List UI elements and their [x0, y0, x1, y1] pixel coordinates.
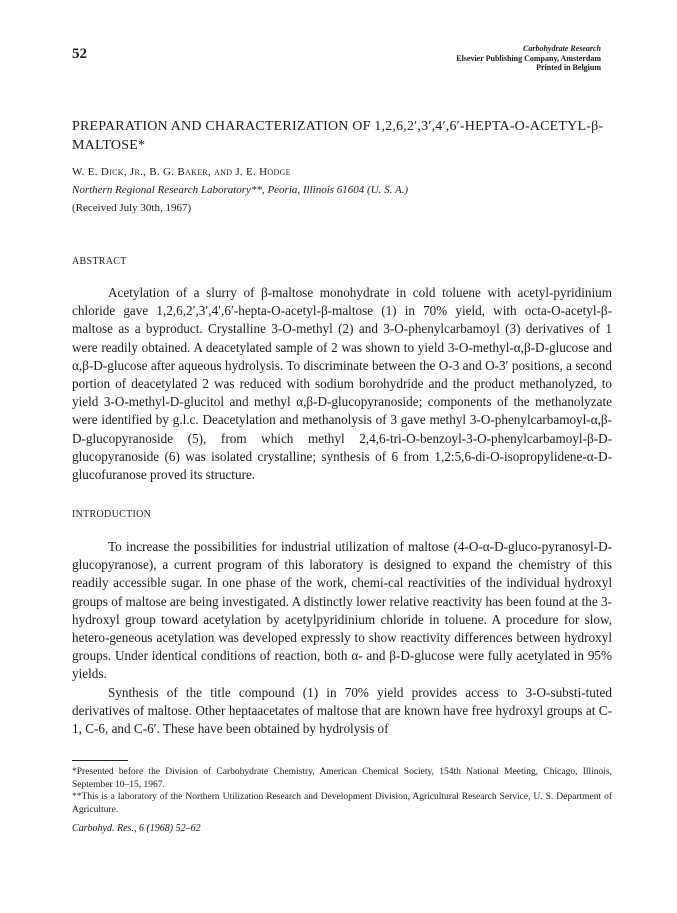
introduction-heading: INTRODUCTION — [72, 509, 152, 520]
publisher-name: Elsevier Publishing Company, Amsterdam — [456, 53, 601, 63]
introduction-paragraph-1: To increase the possibilities for industrial utilization of maltose (4-O-α-D-gluco-pyranosyl-D-glucopyranose), a current program of this laboratory is designed to expand the chemistry of this readily accessible sugar. In one phase of the work, chemi-cal reactivities of the individual hydroxyl groups of maltose are being investigated. A distinctly lower relative reactivity has been found at the 3-hydroxyl group toward acetylation by acetylpyridinium chloride in toluene. A procedure for slow, hetero-geneous acetylation was developed expressly to show reactivity differences between hydroxyl groups. Under identical conditions of reaction, both α- and β-D-glucose were fully acetylated in 95% yields. — [72, 539, 612, 682]
printed-location: Printed in Belgium — [536, 63, 601, 72]
article-title: PREPARATION AND CHARACTERIZATION OF 1,2,6,2′,3′,4′,6′-HEPTA-O-ACETYL-β-MALTOSE* — [72, 119, 604, 153]
journal-name: Carbohydrate Research — [523, 44, 601, 53]
author-affiliation: Northern Regional Research Laboratory**, Peoria, Illinois 61604 (U. S. A.) — [72, 184, 409, 196]
abstract-body — [72, 284, 612, 484]
received-date: (Received July 30th, 1967) — [72, 202, 192, 214]
footnotes — [72, 766, 612, 816]
footnote-1: *Presented before the Division of Carbohydrate Chemistry, American Chemical Society, 154th National Meeting, Chicago, Illinois, September 10–15, 1967. — [72, 767, 612, 790]
abstract-heading: ABSTRACT — [72, 256, 127, 267]
abstract-paragraph: Acetylation of a slurry of β-maltose monohydrate in cold toluene with acetyl-pyridinium chloride gave 1,2,6,2′,3′,4′,6′-hepta-O-acetyl-β-maltose (1) in 70% yield, with octa-O-acetyl-β-maltose as a byproduct. Crystalline 3-O-methyl (2) and 3-O-phenylcarbamoyl (3) derivatives of 1 were readily obtained. A deacetylated sample of 2 was shown to yield 3-O-methyl-α,β-D-glucose and α,β-D-glucose after aqueous hydrolysis. To discriminate between the O-3 and O-3′ positions, a second portion of deacetylated 2 was reduced with sodium borohydride and the product methanolyzed, to yield 3-O-methyl-D-glucitol and methyl α,β-D-glucopyranoside; components of the methanolyzate were identified by g.l.c. Deacetylation and methanolysis of 3 gave methyl 3-O-phenylcarbamoyl-α,β-D-glucopyranoside (5), from which methyl 2,4,6-tri-O-benzoyl-3-O-phenylcarbamoyl-β-D-glucopyranoside (6) was isolated crystalline; synthesis of 6 from 1,2:5,6-di-O-isopropylidene-α-D-glucofuranose proved its structure. — [72, 285, 612, 483]
footnote-divider — [72, 760, 128, 761]
introduction-paragraph-2: Synthesis of the title compound (1) in 70% yield provides access to 3-O-substi-tuted derivatives of maltose. Other heptaacetates of maltose that are known have free hydroxyl groups at C-1, C-6, and C-6′. These have been obtained by hydrolysis of — [72, 684, 612, 737]
publisher-block — [456, 44, 601, 73]
article-authors: W. E. Dick, Jr., B. G. Baker, and J. E. Hodge — [72, 166, 291, 178]
page-number: 52 — [72, 46, 87, 62]
journal-citation: Carbohyd. Res., 6 (1968) 52–62 — [72, 823, 201, 834]
introduction-body — [72, 538, 612, 738]
footnote-2: **This is a laboratory of the Northern Utilization Research and Development Division, Agricultural Research Service, U. S. Department of Agriculture. — [72, 792, 612, 815]
